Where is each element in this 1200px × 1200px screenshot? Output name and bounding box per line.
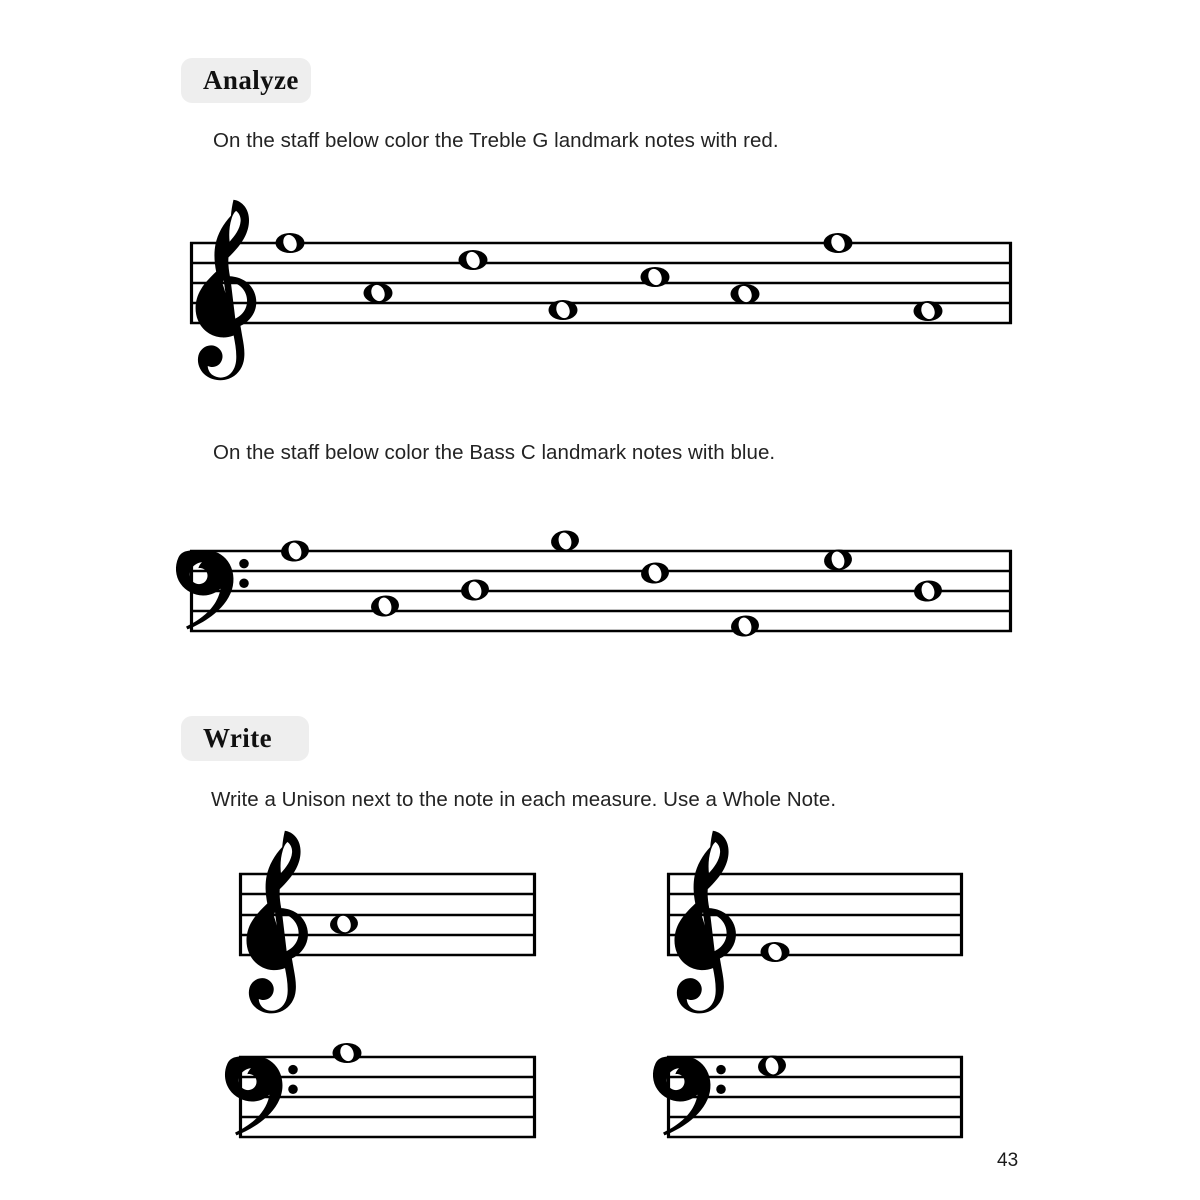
staff-lines-treble-analyze: [190, 243, 1012, 323]
bass-clef-icon: [225, 1056, 298, 1135]
whole-note: [730, 614, 760, 638]
staff-lines-bass-analyze: [190, 551, 1012, 631]
whole-note: [823, 548, 853, 572]
whole-note: [914, 301, 943, 321]
whole-note: [329, 913, 359, 936]
bass-clef-icon: [653, 1056, 726, 1135]
whole-note: [824, 233, 853, 253]
staff-lines-write-1: [239, 874, 536, 955]
whole-note: [550, 529, 580, 553]
treble-clef-icon: [674, 831, 735, 1014]
note-group-treble-analyze: [276, 233, 943, 321]
section-heading-write: [181, 716, 309, 761]
instruction-bass-c: On the staff below color the Bass C landmark notes with blue.: [213, 441, 776, 464]
bass-clef-dot-upper: [288, 1065, 298, 1075]
staff-lines-write-2: [667, 874, 963, 955]
whole-note: [333, 1043, 362, 1063]
whole-note: [641, 267, 670, 287]
bass-clef-dot-upper: [716, 1065, 726, 1075]
instruction-unison: Write a Unison next to the note in each measure. Use a Whole Note.: [211, 788, 837, 811]
whole-note: [761, 942, 790, 962]
section-heading-write-label: Write: [203, 723, 272, 753]
bass-clef-dot-upper: [239, 559, 249, 569]
whole-note: [280, 539, 310, 563]
note-group-bass-analyze: [280, 529, 943, 638]
staff-lines-write-3: [239, 1057, 536, 1137]
instruction-treble-g: On the staff below color the Treble G landmark notes with red.: [213, 129, 779, 152]
note-group-write-3: [333, 1043, 362, 1063]
whole-note: [276, 233, 305, 253]
treble-clef-icon: [246, 831, 307, 1014]
whole-note: [364, 283, 393, 303]
whole-note: [370, 594, 400, 618]
section-heading-analyze: [181, 58, 311, 103]
treble-clef-icon: [196, 200, 257, 380]
whole-note: [757, 1054, 787, 1078]
whole-note: [913, 579, 943, 603]
whole-note: [459, 250, 488, 270]
whole-note: [731, 284, 760, 304]
note-group-write-4: [757, 1054, 787, 1078]
whole-note: [549, 300, 578, 320]
bass-clef-dot-lower: [716, 1084, 726, 1094]
whole-note: [640, 561, 670, 585]
bass-clef-dot-lower: [239, 578, 249, 588]
whole-note: [460, 578, 490, 602]
staff-lines-write-4: [667, 1057, 963, 1137]
section-heading-analyze-label: Analyze: [203, 65, 299, 95]
bass-clef-dot-lower: [288, 1084, 298, 1094]
bass-clef-icon: [176, 550, 249, 629]
page-number: 43: [997, 1150, 1019, 1171]
note-group-write-1: [329, 913, 359, 936]
note-group-write-2: [761, 942, 790, 962]
